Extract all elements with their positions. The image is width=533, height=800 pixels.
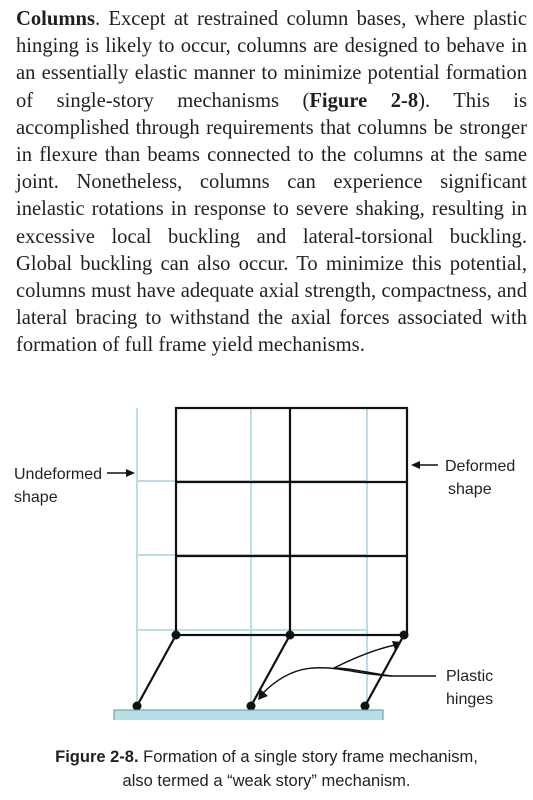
body-paragraph — [16, 6, 527, 360]
paragraph-text-1: . Except at restrained column bases, where plastic hinging is likely to occur, columns are designed to behave in an essentially elastic manner to minimize potential formation of single-story mechanisms ( — [16, 8, 527, 112]
hinges-label-line1: Plastic — [446, 668, 494, 685]
undeformed-frame — [137, 408, 367, 712]
paragraph-lead: Columns — [16, 8, 95, 30]
hinge-dot — [133, 702, 142, 711]
undeformed-label-line1: Undeformed — [14, 466, 103, 483]
caption-number: Figure 2-8. — [55, 748, 139, 766]
paragraph-text-2: ). This is accomplished through requirements that columns be stronger in flexure than beams connected to the columns at the same joint. Nonetheless, columns can experience significant inelastic rotations in response to severe shaking, resulting in excessive local buckling and lateral-torsional buckling. Global buckling can also occur. To minimize this potential, columns must have adequate axial strength, compactness, and lateral bracing to withstand the axial forces associated with formation of full frame yield mechanisms. — [16, 89, 528, 357]
frame-mechanism-figure — [0, 400, 533, 720]
ground-base — [114, 710, 383, 720]
caption-text-1: Formation of a single story frame mechanism, — [138, 748, 478, 766]
figure-caption-line1 — [0, 746, 533, 768]
hinge-dot — [286, 631, 295, 640]
figure-caption-line2: also termed a “weak story” mechanism. — [122, 772, 411, 790]
undeformed-label-line2: shape — [14, 489, 58, 506]
hinges-label-line2: hinges — [446, 691, 494, 708]
deformed-label-line1: Deformed — [445, 458, 516, 475]
hinge-dot — [247, 702, 256, 711]
figure-reference: Figure 2-8 — [309, 89, 419, 112]
hinge-dot — [172, 631, 181, 640]
hinge-dot — [361, 702, 370, 711]
hinge-dot — [400, 631, 409, 640]
deformed-label-line2: shape — [448, 481, 492, 498]
